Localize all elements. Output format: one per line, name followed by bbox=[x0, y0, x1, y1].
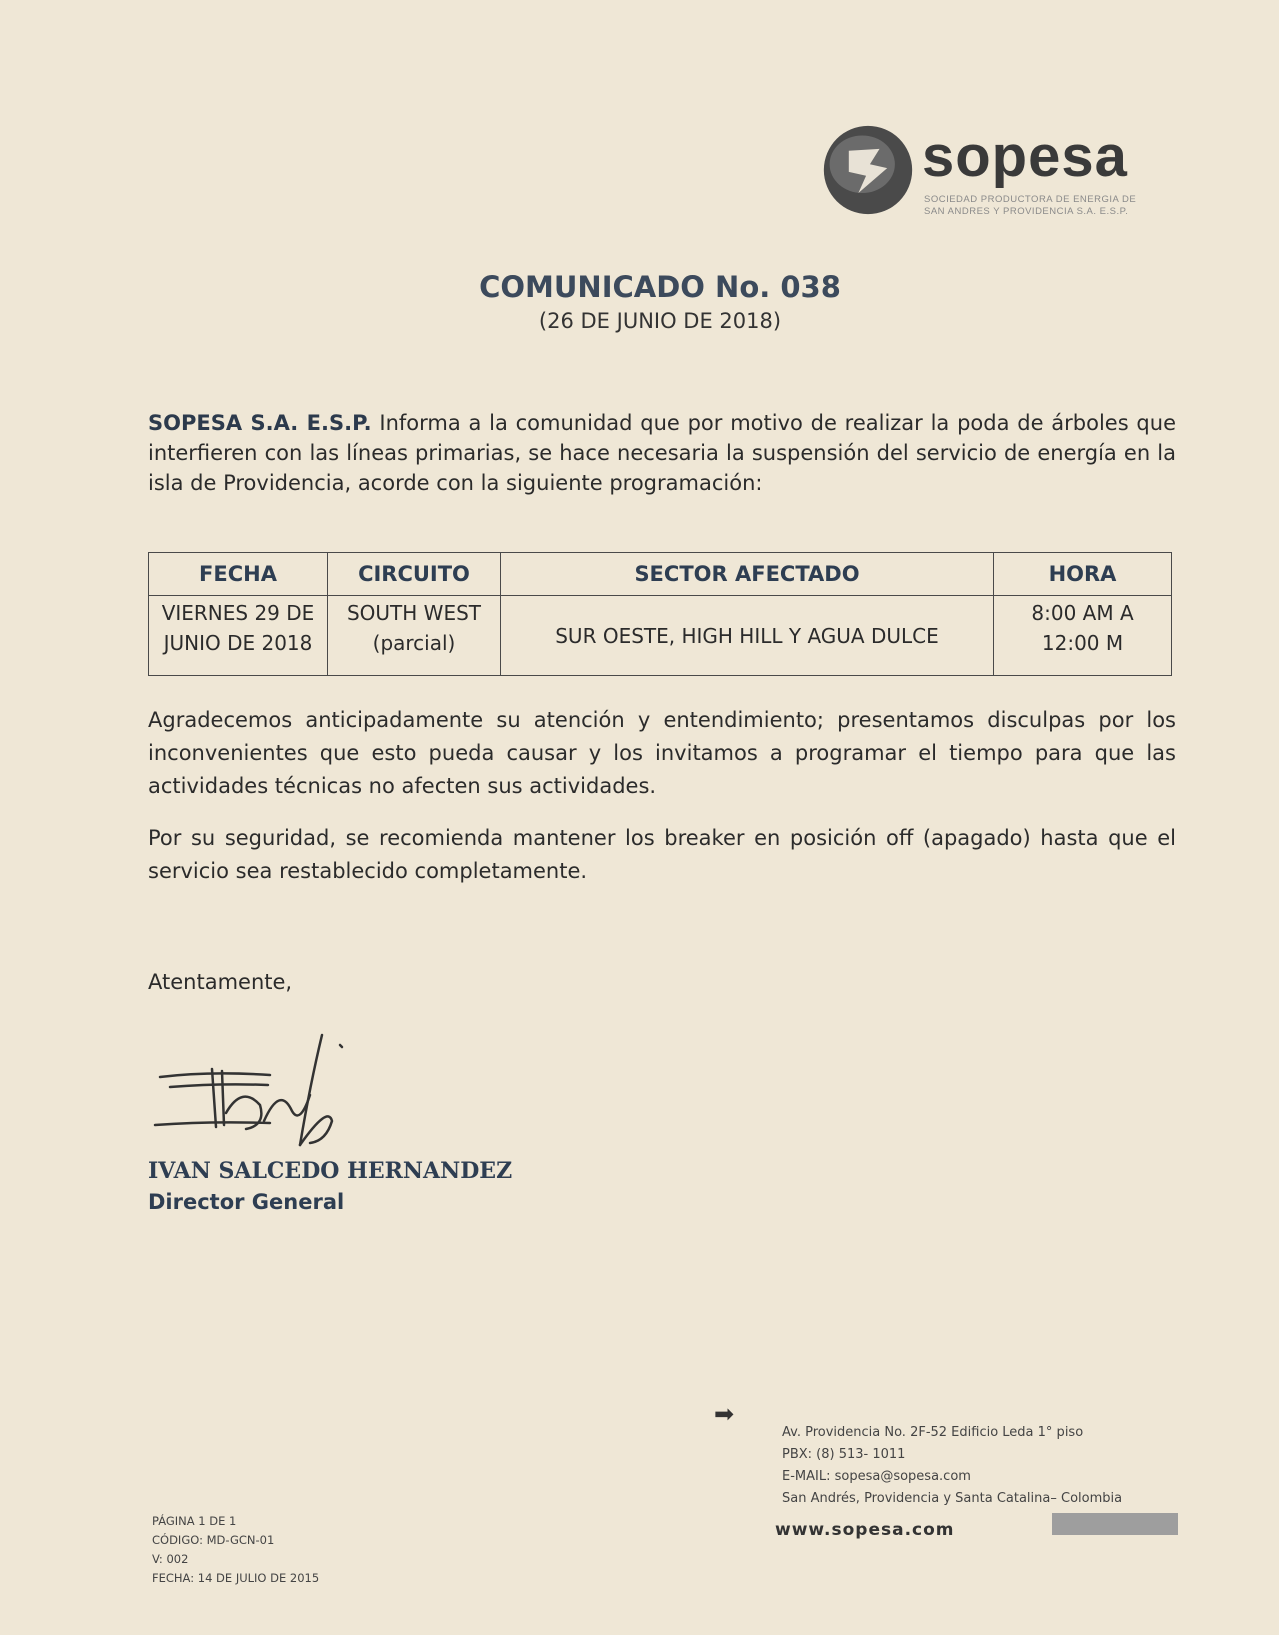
hora-line-1: 8:00 AM A bbox=[1031, 601, 1134, 625]
table-header-row bbox=[149, 553, 1172, 596]
signer-name: IVAN SALCEDO HERNANDEZ bbox=[148, 1158, 513, 1184]
schedule-table bbox=[148, 552, 1172, 676]
cell-hora bbox=[994, 596, 1172, 676]
page-title: COMUNICADO No. 038 bbox=[479, 270, 841, 304]
contact-block bbox=[782, 1422, 1122, 1510]
header-circuito: CIRCUITO bbox=[328, 553, 501, 596]
header-sector: SECTOR AFECTADO bbox=[501, 553, 994, 596]
company-logo bbox=[820, 118, 1170, 228]
closing-salutation: Atentamente, bbox=[148, 970, 293, 994]
header-hora: HORA bbox=[994, 553, 1172, 596]
circuito-line-1: SOUTH WEST bbox=[346, 601, 481, 625]
document-footer bbox=[152, 1512, 319, 1588]
safety-paragraph: Por su seguridad, se recomienda mantener los breaker en posición off (apagado) hasta que el servicio sea restablecido completamente. bbox=[148, 826, 1176, 883]
document-date: (26 DE JUNIO DE 2018) bbox=[538, 309, 782, 333]
cell-sector: SUR OESTE, HIGH HILL Y AGUA DULCE bbox=[501, 596, 994, 676]
website-link[interactable]: www.sopesa.com bbox=[775, 1520, 955, 1540]
logo-tagline bbox=[924, 194, 1174, 218]
logo-tagline-line-1: SOCIEDAD PRODUCTORA DE ENERGIA DE bbox=[924, 194, 1137, 205]
logo-tagline-line-2: SAN ANDRES Y PROVIDENCIA S.A. E.S.P. bbox=[924, 206, 1129, 217]
handwritten-signature bbox=[150, 1025, 380, 1165]
footer-page: PÁGINA 1 DE 1 bbox=[152, 1514, 237, 1528]
arrow-right-icon: ➡ bbox=[714, 1400, 735, 1428]
intro-text: Informa a la comunidad que por motivo de realizar la poda de árboles que interfieren con las líneas primarias, se hace necesaria la suspensión del servicio de energía en la isla de Providencia, acorde con la siguiente programación: bbox=[148, 411, 1176, 495]
cell-fecha bbox=[149, 596, 328, 676]
footer-version: V: 002 bbox=[152, 1552, 189, 1566]
footer-code: CÓDIGO: MD-GCN-01 bbox=[152, 1533, 275, 1547]
contact-phone: PBX: (8) 513- 1011 bbox=[782, 1447, 906, 1462]
decorative-bar bbox=[1052, 1513, 1178, 1535]
company-name: SOPESA S.A. E.S.P. bbox=[148, 411, 372, 435]
circuito-line-2: (parcial) bbox=[372, 631, 456, 655]
intro-paragraph bbox=[148, 408, 1176, 498]
signer-role: Director General bbox=[148, 1190, 345, 1214]
fecha-line-2: JUNIO DE 2018 bbox=[163, 631, 313, 655]
footer-date: FECHA: 14 DE JULIO DE 2015 bbox=[152, 1571, 320, 1585]
logo-wordmark: sopesa bbox=[922, 124, 1128, 189]
sopesa-emblem-icon bbox=[820, 122, 916, 218]
table-row bbox=[149, 596, 1172, 676]
contact-address: Av. Providencia No. 2F-52 Edificio Leda 1° piso bbox=[782, 1425, 1084, 1440]
thanks-paragraph: Agradecemos anticipadamente su atención y entendimiento; presentamos disculpas por los inconvenientes que esto pueda causar y los invitamos a programar el tiempo para que las actividades técnicas no afecten sus actividades. bbox=[148, 708, 1176, 798]
header-fecha: FECHA bbox=[149, 553, 328, 596]
fecha-line-1: VIERNES 29 DE bbox=[161, 601, 315, 625]
cell-circuito bbox=[328, 596, 501, 676]
contact-email: E-MAIL: sopesa@sopesa.com bbox=[782, 1469, 971, 1484]
contact-location: San Andrés, Providencia y Santa Catalina– Colombia bbox=[782, 1491, 1123, 1506]
hora-line-2: 12:00 M bbox=[1041, 631, 1124, 655]
